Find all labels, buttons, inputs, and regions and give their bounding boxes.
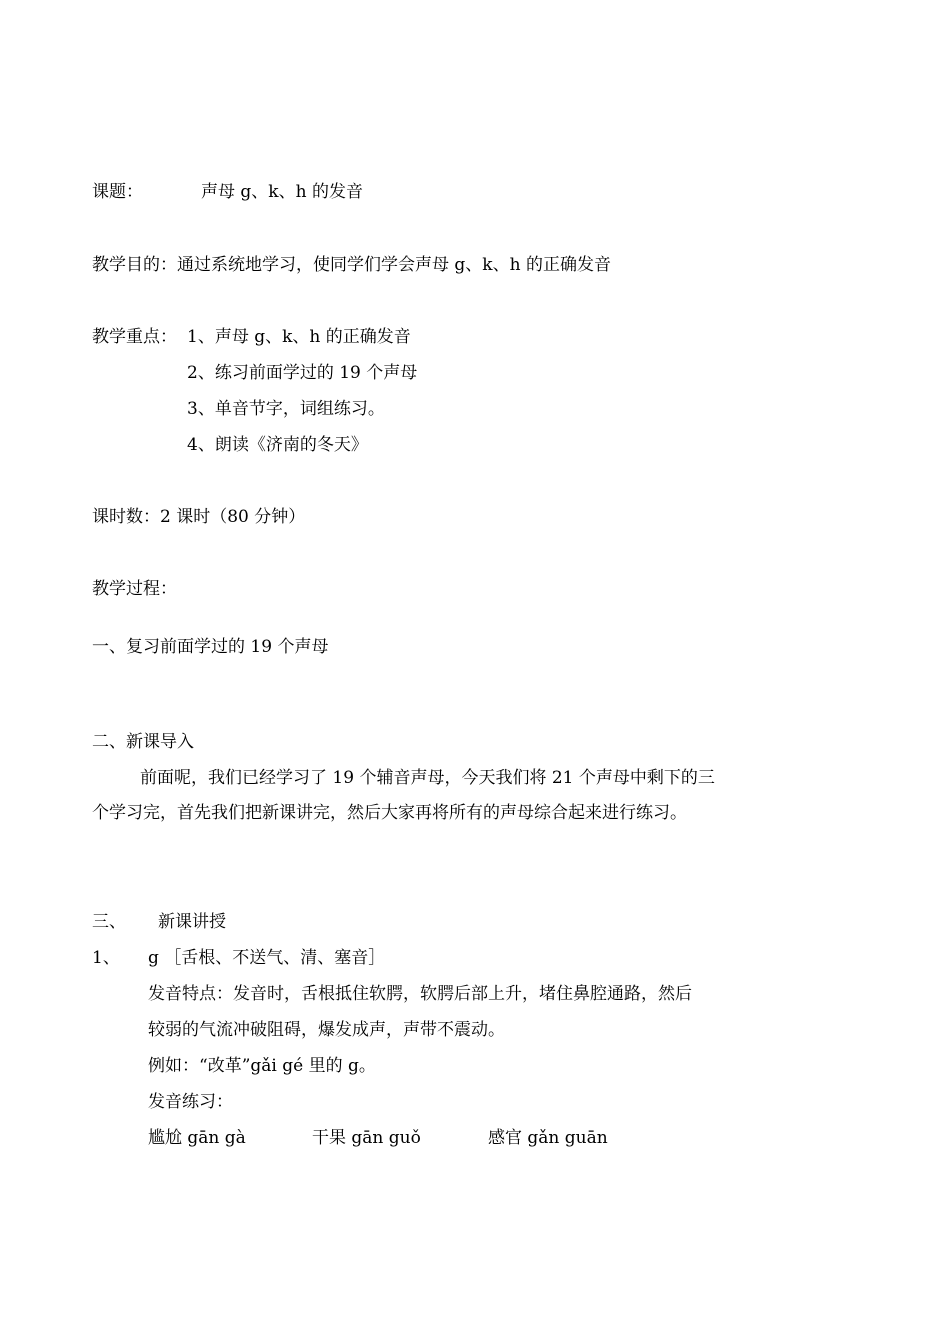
- objective-line: [92, 255, 611, 275]
- key-points-label: 教学重点：: [92, 327, 177, 347]
- key-point-item: 2、练习前面学过的 19 个声母: [187, 363, 418, 383]
- topic-text: 声母 g、k、h 的发音: [201, 182, 363, 202]
- intro-paragraph-line: 个学习完，首先我们把新课讲完，然后大家再将所有的声母综合起来进行练习。: [92, 803, 687, 823]
- objective-label: 教学目的：: [92, 255, 177, 275]
- process-title: 教学过程：: [92, 579, 177, 599]
- topic-label: 课题：: [92, 182, 143, 202]
- section-intro-title: 二、新课导入: [92, 732, 194, 752]
- class-hours: 课时数：2 课时（80 分钟）: [92, 507, 306, 527]
- example-line: 例如：“改革”gǎi gé 里的 g。: [148, 1056, 376, 1076]
- topic-line: [92, 182, 363, 202]
- section-lecture-number: 三、: [92, 912, 126, 932]
- practice-word: 干果 gān guǒ: [312, 1128, 421, 1148]
- item-head: g ［舌根、不送气、清、塞音］: [148, 948, 386, 968]
- key-point-item: 1、声母 g、k、h 的正确发音: [187, 327, 411, 347]
- item-number: 1、: [92, 948, 120, 968]
- practice-label: 发音练习：: [148, 1092, 233, 1112]
- key-point-item: 4、朗读《济南的冬天》: [187, 435, 368, 455]
- objective-text: 通过系统地学习，使同学们学会声母 g、k、h 的正确发音: [177, 255, 611, 275]
- practice-word: 感官 gǎn guān: [488, 1128, 608, 1148]
- feature-line: 较弱的气流冲破阻碍，爆发成声，声带不震动。: [148, 1020, 505, 1040]
- section-lecture-title: 新课讲授: [158, 912, 226, 932]
- section-lecture-heading: [92, 912, 226, 932]
- intro-paragraph-line: 前面呢，我们已经学习了 19 个辅音声母，今天我们将 21 个声母中剩下的三: [140, 768, 715, 788]
- practice-word: 尴尬 gān gà: [148, 1128, 246, 1148]
- section-review-title: 一、复习前面学过的 19 个声母: [92, 637, 329, 657]
- key-point-item: 3、单音节字，词组练习。: [187, 399, 385, 419]
- feature-line: 发音特点：发音时，舌根抵住软腭，软腭后部上升，堵住鼻腔通路，然后: [148, 984, 692, 1004]
